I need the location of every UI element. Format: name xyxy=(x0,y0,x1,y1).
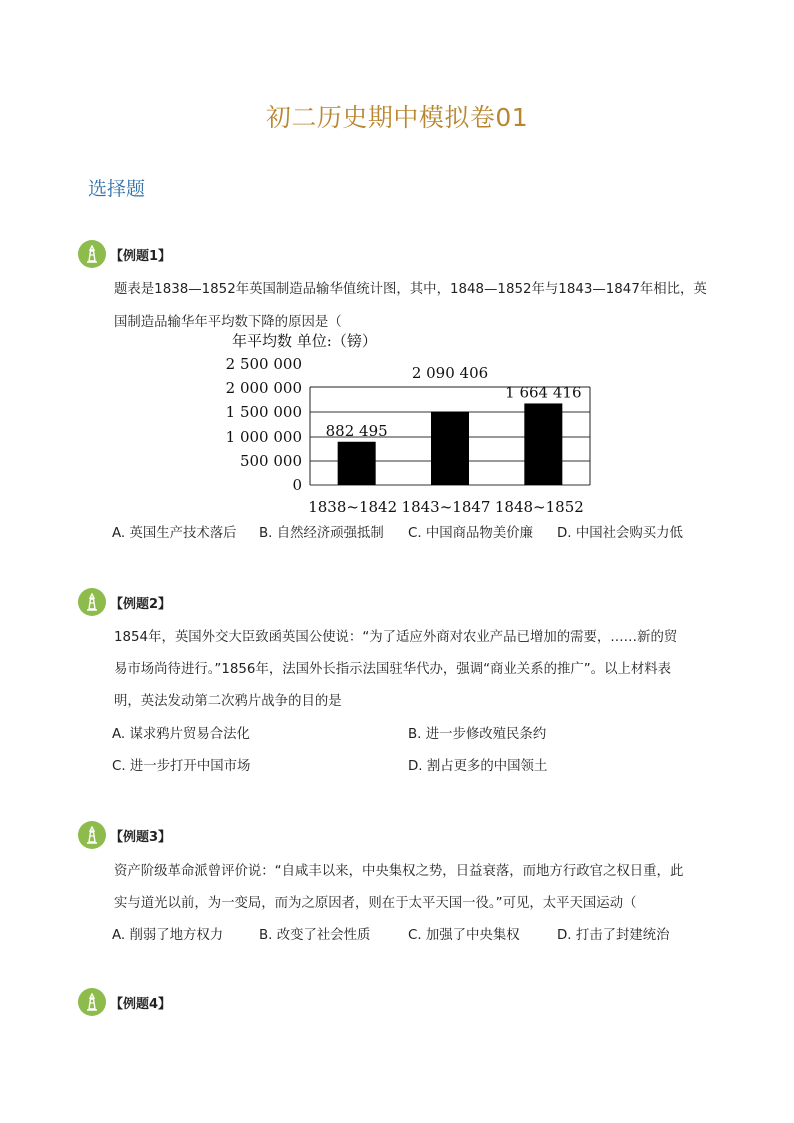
question-label: 【例题1】 xyxy=(110,248,172,264)
option-d[interactable]: D. 打击了封建统治 xyxy=(557,928,670,943)
page-title: 初二历史期中模拟卷01 xyxy=(265,103,529,132)
lighthouse-icon xyxy=(78,988,106,1016)
option-c[interactable]: C. 进一步打开中国市场 xyxy=(112,759,251,774)
data-label: 1 664 416 xyxy=(505,383,582,402)
option-b[interactable]: B. 自然经济顽强抵制 xyxy=(259,526,384,541)
question-text-line: 实与道光以前，为一变局，而为之原因者，则在于太平天国一役。”可见，太平天国运动（ xyxy=(114,896,637,911)
option-a[interactable]: A. 谋求鸦片贸易合法化 xyxy=(112,727,250,742)
question-text-line: 资产阶级革命派曾评价说：“自咸丰以来，中央集权之势，日益衰落，而地方行政官之权日重，此 xyxy=(114,864,684,879)
section-title: 选择题 xyxy=(88,178,146,200)
y-tick-label: 0 xyxy=(292,476,302,494)
trade-bar-chart xyxy=(222,330,602,516)
lighthouse-icon xyxy=(78,821,106,849)
question-text-line: 1854年，英国外交大臣致函英国公使说：“为了适应外商对农业产品已增加的需要，……新的贸 xyxy=(114,630,678,645)
x-tick-label: 1838~1842 xyxy=(308,498,398,516)
x-tick-label: 1843~1847 xyxy=(401,498,491,516)
x-tick-label: 1848~1852 xyxy=(494,498,584,516)
question-header xyxy=(78,588,171,616)
y-tick-label: 1 000 000 xyxy=(225,428,302,446)
question-text-line: 国制造品输华年平均数下降的原因是（ xyxy=(114,315,342,330)
question-header xyxy=(78,988,171,1016)
y-tick-label: 1 500 000 xyxy=(225,403,302,421)
option-b[interactable]: B. 改变了社会性质 xyxy=(259,928,371,943)
question-header xyxy=(78,240,171,268)
question-text-line: 易市场尚待进行。”1856年，法国外长指示法国驻华代办，强调“商业关系的推广”。以上材料表 xyxy=(114,662,672,677)
y-tick-label: 2 000 000 xyxy=(225,379,302,397)
chart-title: 年平均数 单位:（镑） xyxy=(232,332,377,350)
option-a[interactable]: A. 英国生产技术落后 xyxy=(112,526,237,541)
question-label: 【例题3】 xyxy=(110,829,172,845)
question-label: 【例题4】 xyxy=(110,996,172,1012)
question-label: 【例题2】 xyxy=(110,596,172,612)
option-c[interactable]: C. 加强了中央集权 xyxy=(408,928,520,943)
lighthouse-icon xyxy=(78,240,106,268)
option-a[interactable]: A. 削弱了地方权力 xyxy=(112,928,224,943)
option-b[interactable]: B. 进一步修改殖民条约 xyxy=(408,727,547,742)
y-tick-label: 2 500 000 xyxy=(225,355,302,373)
question-header xyxy=(78,821,171,849)
data-label: 882 495 xyxy=(325,421,388,440)
bar xyxy=(431,412,469,486)
lighthouse-icon xyxy=(78,588,106,616)
question-text-line: 题表是1838—1852年英国制造品输华值统计图，其中，1848—1852年与1843—1847年相比，英 xyxy=(114,282,707,297)
option-d[interactable]: D. 割占更多的中国领土 xyxy=(408,759,548,774)
question-text-line: 明，英法发动第二次鸦片战争的目的是 xyxy=(114,694,342,709)
data-label: 2 090 406 xyxy=(411,364,489,382)
option-d[interactable]: D. 中国社会购买力低 xyxy=(557,526,683,541)
option-c[interactable]: C. 中国商品物美价廉 xyxy=(408,526,533,541)
y-tick-label: 500 000 xyxy=(239,452,302,470)
bar xyxy=(524,403,562,485)
bar xyxy=(338,442,376,485)
